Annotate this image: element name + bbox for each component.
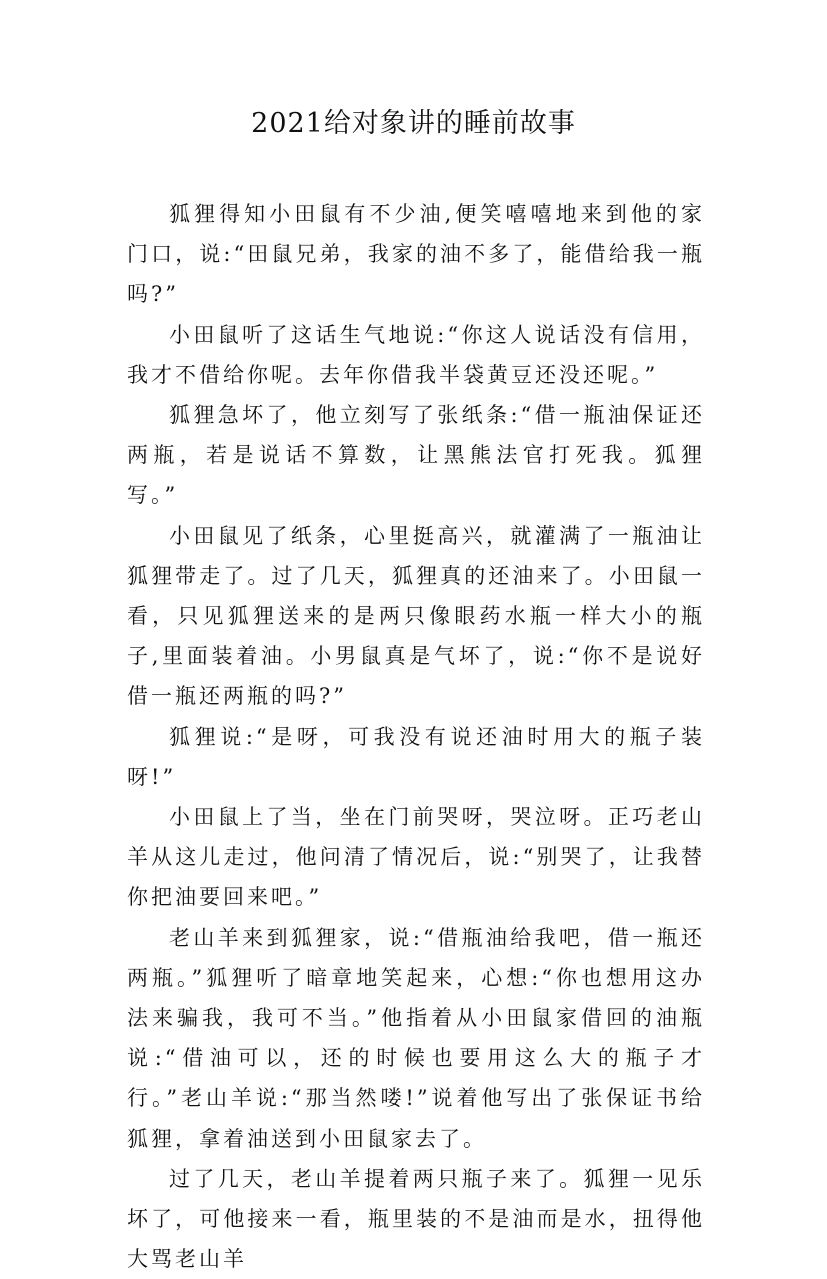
document-title: 2021给对象讲的睡前故事 (251, 108, 576, 139)
paragraph: 狐狸急坏了，他立刻写了张纸条:“借一瓶油保证还两瓶，若是说话不算数，让黑熊法官打死我。狐狸写。” (127, 403, 705, 508)
paragraph: 过了几天，老山羊提着两只瓶子来了。狐狸一见乐坏了，可他接来一看，瓶里装的不是油而是水，扭得他大骂老山羊 (127, 1166, 705, 1272)
paragraph: 小田鼠听了这话生气地说:“你这人说话没有信用，我才不借给你呢。去年你借我半袋黄豆还没还呢。” (127, 322, 705, 387)
paragraph: 老山羊来到狐狸家，说:“借瓶油给我吧，借一瓶还两瓶。”狐狸听了暗章地笑起来，心想:“你也想用这办法来骗我，我可不当。”他指着从小田鼠家借回的油瓶说:“借油可以，还的时候也要用这么大的瓶子才行。”老山羊说:“那当然喽!”说着他写出了张保证书给狐狸，拿着油送到小田鼠家去了。 (127, 925, 705, 1151)
paragraph: 狐狸说:“是呀，可我没有说还油时用大的瓶子装呀!” (127, 724, 705, 789)
story-body (127, 194, 705, 1279)
paragraph: 狐狸得知小田鼠有不少油,便笑嘻嘻地来到他的家门口，说:“田鼠兄弟，我家的油不多了，能借给我一瓶吗?” (127, 202, 705, 307)
paragraph: 小田鼠见了纸条，心里挺高兴，就灌满了一瓶油让狐狸带走了。过了几天，狐狸真的还油来了。小田鼠一看，只见狐狸送来的是两只像眼药水瓶一样大小的瓶子,里面装着油。小男鼠真是气坏了，说:“你不是说好借一瓶还两瓶的吗?” (127, 523, 705, 709)
paragraph: 小田鼠上了当，坐在门前哭呀，哭泣呀。正巧老山羊从这儿走过，他问清了情况后，说:“别哭了，让我替你把油要回来吧。” (127, 805, 705, 910)
